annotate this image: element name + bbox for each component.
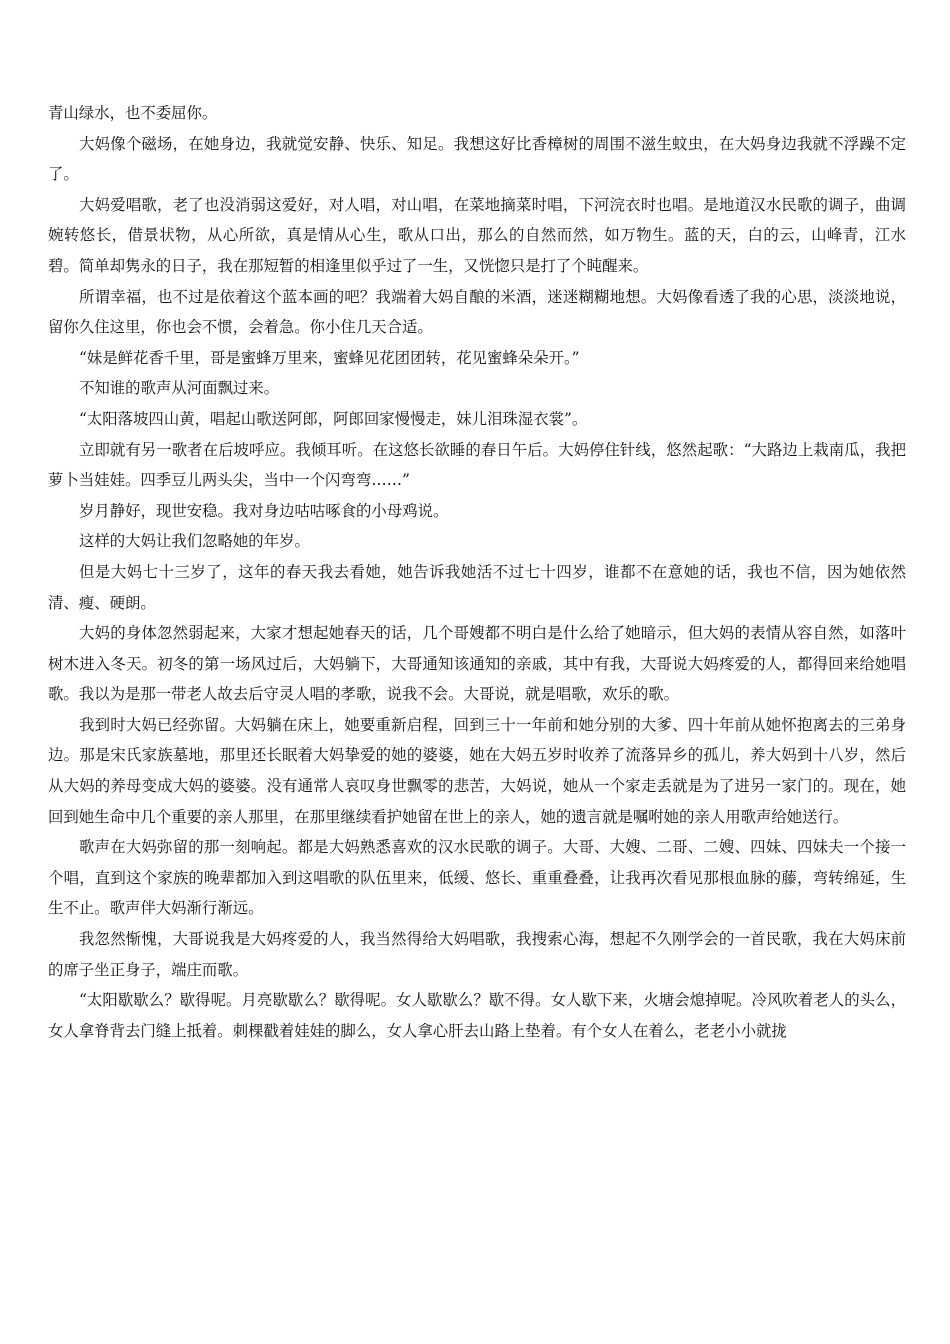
paragraph-11: 但是大妈七十三岁了，这年的春天我去看她，她告诉我她活不过七十四岁，谁都不在意她的话，我也不信，因为她依然清、瘦、硬朗。 <box>48 562 906 612</box>
paragraph-2: 大妈像个磁场，在她身边，我就觉安静、快乐、知足。我想这好比香樟树的周围不滋生蚊虫，在大妈身边我就不浮躁不定了。 <box>48 134 906 184</box>
paragraph-4: 所谓幸福，也不过是依着这个蓝本画的吧？我端着大妈自酿的米酒，迷迷糊糊地想。大妈像看透了我的心思，淡淡地说，留你久住这里，你也会不惯，会着急。你小住几天合适。 <box>48 287 906 337</box>
paragraph-16: “太阳歇歇么？歇得呢。月亮歇歇么？歇得呢。女人歇歇么？歇不得。女人歇下来，火塘会熄掉呢。冷风吹着老人的头么，女人拿脊背去门缝上抵着。刺棵戳着娃娃的脚么，女人拿心肝去山路上垫着。有个女人在着么，老老小小就拢 <box>48 991 906 1040</box>
paragraph-7: “太阳落坡四山黄，唱起山歌送阿郎，阿郎回家慢慢走，妹儿泪珠湿衣裳”。 <box>79 409 588 428</box>
paragraph-15: 我忽然惭愧，大哥说我是大妈疼爱的人，我当然得给大妈唱歌，我搜索心海，想起不久刚学会的一首民歌，我在大妈床前的席子坐正身子，端庄而歌。 <box>48 930 906 979</box>
paragraph-1: 青山绿水，也不委屈你。 <box>48 104 218 122</box>
paragraph-12: 大妈的身体忽然弱起来，大家才想起她春天的话，几个哥嫂都不明白是什么给了她暗示，但大妈的表情从容自然，如落叶树木进入冬天。初冬的第一场风过后，大妈躺下，大哥通知该通知的亲戚，其中有我，大哥说大妈疼爱的人，都得回来给她唱歌。我以为是那一带老人故去后守灵人唱的孝歌，说我不会。大哥说，就是唱歌，欢乐的歌。 <box>48 624 906 704</box>
paragraph-6: 不知谁的歌声从河面飘过来。 <box>79 379 280 398</box>
paragraph-3: 大妈爱唱歌，老了也没消弱这爱好，对人唱，对山唱，在菜地摘菜时唱，下河浣衣时也唱。是地道汉水民歌的调子，曲调婉转悠长，借景状物，从心所欲，真是情从心生，歌从口出，那么的自然而然，如万物生。蓝的天，白的云，山峰青，江水碧。简单却隽永的日子，我在那短暂的相逢里似乎过了一生，又恍惚只是打了个盹醒来。 <box>48 195 906 275</box>
paragraph-9: 岁月静好，现世安稳。我对身边咕咕啄食的小母鸡说。 <box>79 501 449 520</box>
paragraph-8: 立即就有另一歌者在后坡呼应。我倾耳听。在这悠长欲睡的春日午后。大妈停住针线，悠然起歌：“大路边上栽南瓜，我把萝卜当娃娃。四季豆儿两头尖，当中一个闪弯弯……” <box>48 440 906 490</box>
paragraph-14: 歌声在大妈弥留的那一刻响起。都是大妈熟悉喜欢的汉水民歌的调子。大哥、大嫂、二哥、二嫂、四妹、四妹夫一个接一个唱，直到这个家族的晚辈都加入到这唱歌的队伍里来，低缓、悠长、重重叠叠，让我再次看见那根血脉的藤，弯转绵延，生生不止。歌声伴大妈渐行渐远。 <box>48 838 906 918</box>
paragraph-5: “妹是鲜花香千里，哥是蜜蜂万里来，蜜蜂见花团团转，花见蜜蜂朵朵开。” <box>79 348 580 367</box>
paragraph-10: 这样的大妈让我们忽略她的年岁。 <box>79 532 310 551</box>
paragraph-13: 我到时大妈已经弥留。大妈躺在床上，她要重新启程，回到三十一年前和她分别的大爹、四十年前从她怀抱离去的三弟身边。那是宋氏家族墓地，那里还长眠着大妈挚爱的她的婆婆，她在大妈五岁时收养了流落异乡的孤儿，养大妈到十八岁，然后从大妈的养母变成大妈的婆婆。没有通常人哀叹身世飘零的悲苦，大妈说，她从一个家走丢就是为了进另一家门的。现在，她回到她生命中几个重要的亲人那里，在那里继续看护她留在世上的亲人，她的遗言就是嘱咐她的亲人用歌声给她送行。 <box>48 715 906 826</box>
